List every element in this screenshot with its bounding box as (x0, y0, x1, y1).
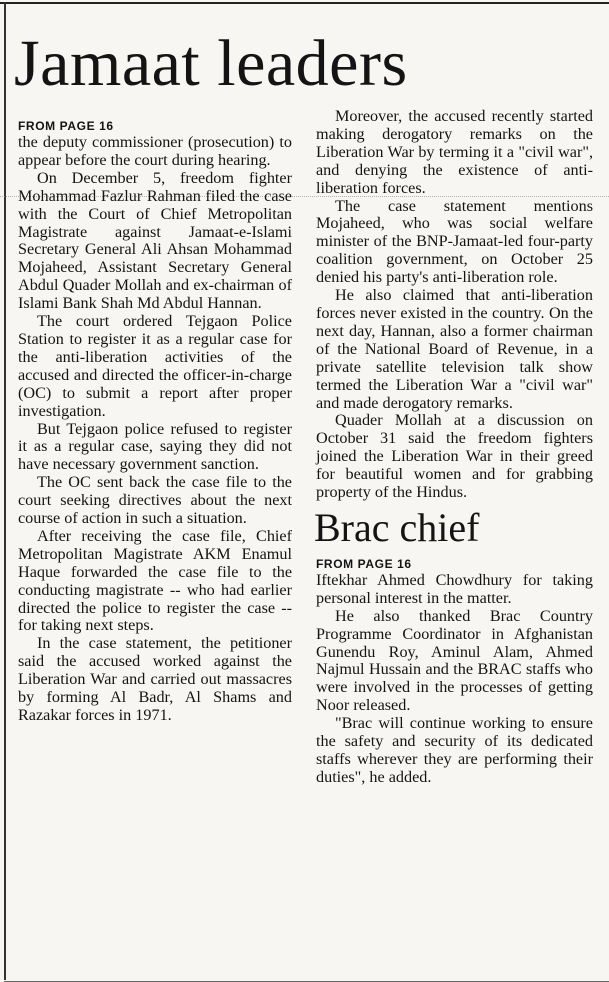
left-column (18, 118, 292, 725)
headline: Jamaat leaders (14, 27, 408, 100)
brac-paragraph-2: He also thanked Brac Country Programme Coordinator in Afghanistan Gunendu Roy, Aminul Alam, Ahmed Najmul Hussain and the BRAC staffs who were involved in the processes of getting Noor released. (316, 606, 593, 715)
top-rule (0, 2, 609, 4)
right-paragraph-2: The case statement mentions Mojaheed, who was social welfare minister of the BNP-Jamaat-led four-party coalition government, on October 25 denied his party's anti-liberation role. (316, 196, 593, 287)
right-paragraph-3: He also claimed that anti-liberation forces never existed in the country. On the next day, Hannan, also a former chairman of the National Board of Revenue, in a private satellite television talk show termed the Liberation War a "civil war" and made derogatory remarks. (316, 286, 593, 412)
left-paragraph-3: The court ordered Tejgaon Police Station to register it as a regular case for the anti-liberation activities of the accused and directed the officer-in-charge (OC) to submit a report after proper investigation. (18, 312, 292, 420)
right-kicker: FROM PAGE 16 (316, 556, 412, 571)
left-paragraph-7: In the case statement, the petitioner said the accused worked against the Liberation War and carried out massacres by forming Al Badr, Al Shams and Razakar forces in 1971. (18, 634, 292, 724)
left-rule (4, 2, 6, 980)
subheadline: Brac chief (314, 504, 480, 550)
left-paragraph-2: On December 5, freedom fighter Mohammad Fazlur Rahman filed the case with the Court of Chief Metropolitan Magistrate against Jamaat-e-Islami Secretary General Ali Ahsan Mohammad Mojaheed, Assistant Secretary General Abdul Quader Mollah and ex-chairman of Islami Bank Shah Md Abdul Hannan. (18, 168, 292, 313)
right-paragraph-4: Quader Mollah at a discussion on October 31 said the freedom fighters joined the Liberation War in their greed for beautiful women and for grabbing property of the Hindus. (316, 411, 593, 502)
left-paragraph-5: The OC sent back the case file to the court seeking directives about the next course of action in such a situation. (18, 473, 292, 528)
brac-paragraph-3: "Brac will continue working to ensure the safety and security of its dedicated staffs wherever they are performing their duties", he added. (316, 714, 593, 786)
left-paragraph-6: After receiving the case file, Chief Metropolitan Magistrate AKM Enamul Haque forwarded the case file to the conducting magistrate -- who had earlier directed the police to register the case -- for taking next steps. (18, 526, 292, 635)
left-kicker: FROM PAGE 16 (18, 119, 114, 133)
left-paragraph-1: the deputy commissioner (prosecution) to appear before the court during hearing. (18, 133, 292, 169)
right-column (316, 108, 593, 787)
right-paragraph-1: Moreover, the accused recently started making derogatory remarks on the Liberation War by terming it a "civil war", and denying the existence of anti-liberation forces. (316, 107, 593, 197)
left-paragraph-4: But Tejgaon police refused to register it as a regular case, saying they did not have necessary government sanction. (18, 419, 292, 474)
brac-paragraph-1: Iftekhar Ahmed Chowdhury for taking personal interest in the matter. (316, 570, 593, 607)
